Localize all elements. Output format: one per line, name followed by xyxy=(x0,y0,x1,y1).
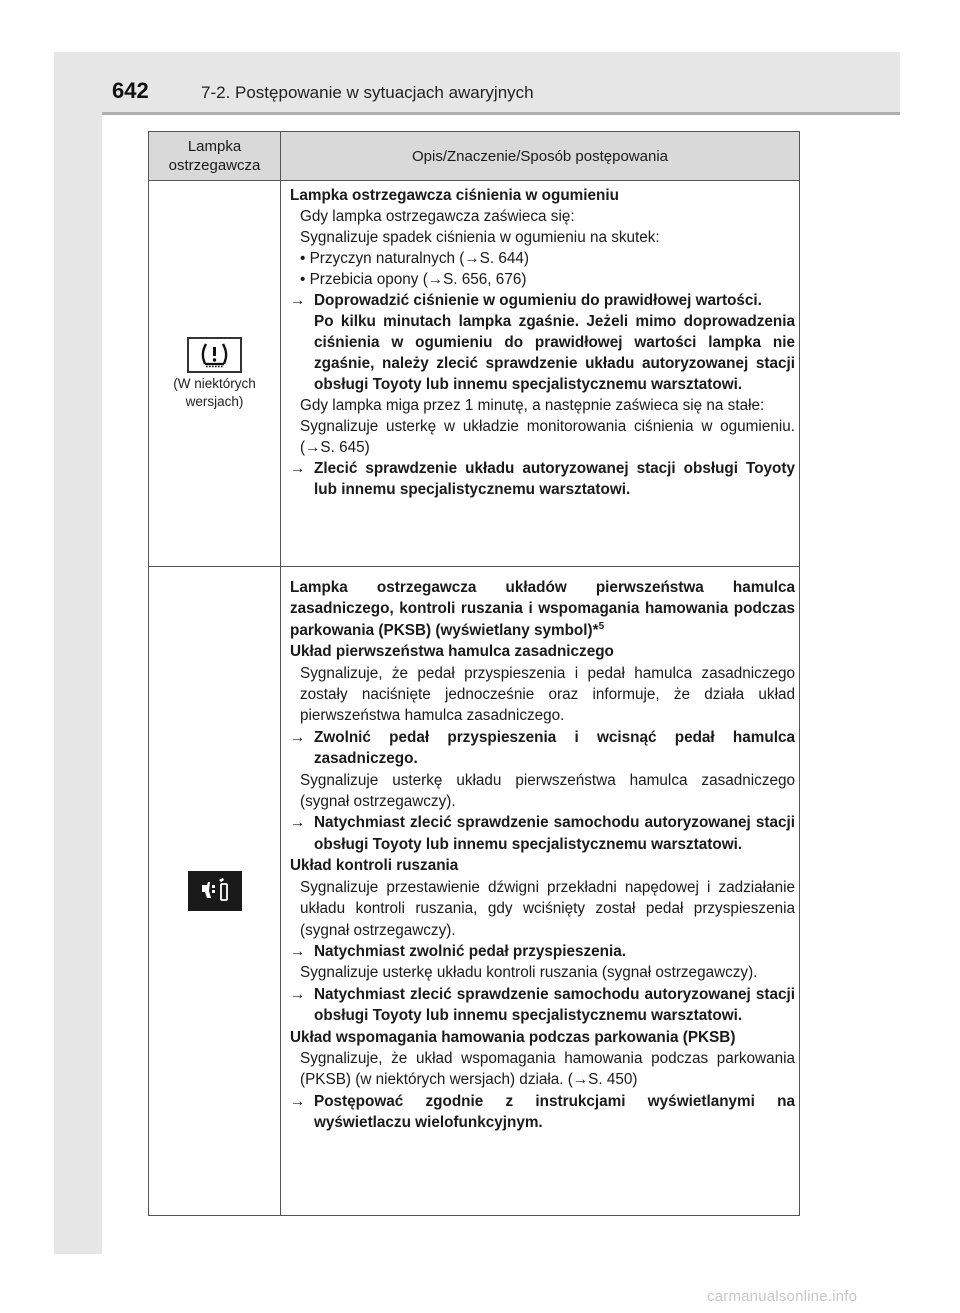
action-item xyxy=(290,984,795,1027)
action-text: Natychmiast zlecić sprawdzenie samochodu autoryzowanej stacji obsługi Toyoty lub innemu specjalistycznemu warsztatowi. xyxy=(314,985,795,1025)
action-detail: Po kilku minutach lampka zgaśnie. Jeżeli mimo doprowadzenia ciśnienia w ogumieniu do prawidłowej wartości lampka nie zgaśnie, należy zlecić sprawdzenie układu autoryzowanej stacji obsługi Toyoty lub innemu specjalistycznemu warsztatowi. xyxy=(314,313,795,393)
warning-title-text: Lampka ostrzegawcza układów pierwszeństwa hamulca zasadniczego, kontroli ruszania i wspomagania hamowania podczas parkowania (PKSB) (wyświetlany symbol)* xyxy=(290,579,795,639)
action-item xyxy=(290,812,795,855)
action-text: Natychmiast zwolnić pedał przyspieszenia. xyxy=(314,942,626,960)
action-text: Natychmiast zlecić sprawdzenie samochodu autoryzowanej stacji obsługi Toyoty lub innemu specjalistycznemu warsztatowi. xyxy=(314,814,795,853)
section-text: Sygnalizuje przestawienie dźwigni przekładni napędowej i zadziałanie układu kontroli ruszania, gdy wciśnięty został pedał przyspieszenia (sygnał ostrzegawczy). xyxy=(300,878,795,939)
action-item xyxy=(290,727,795,770)
action-text: Zlecić sprawdzenie układu autoryzowanej stacji obsługi Toyoty lub innemu specjalistycznemu warsztatowi. xyxy=(314,460,795,498)
action-item xyxy=(290,290,795,311)
text-line: Gdy lampka ostrzegawcza zaświeca się: xyxy=(300,208,575,225)
text-line: Sygnalizuje spadek ciśnienia w ogumieniu na skutek: xyxy=(300,229,660,246)
header-rule xyxy=(102,112,900,115)
table-row xyxy=(149,567,800,1216)
section-title: Układ kontroli ruszania xyxy=(290,857,459,875)
section-text: Sygnalizuje usterkę układu pierwszeństwa hamulca zasadniczego (sygnał ostrzegawczy). xyxy=(300,771,795,811)
arrow-icon: → xyxy=(290,942,306,960)
bullet-line: • Przebicia opony (→S. 656, 676) xyxy=(300,271,527,288)
action-item xyxy=(290,941,795,962)
description-cell xyxy=(281,181,800,567)
arrow-icon: → xyxy=(290,814,306,832)
col-header-warning-light: Lampka ostrzegawcza xyxy=(149,132,281,181)
col-header-description: Opis/Znaczenie/Sposób postępowania xyxy=(281,132,800,181)
action-item xyxy=(290,458,795,500)
chapter-title: 7-2. Postępowanie w sytuacjach awaryjnych xyxy=(201,83,534,102)
icon-cell xyxy=(149,567,281,1216)
action-item xyxy=(290,1091,795,1134)
side-band xyxy=(54,52,102,1254)
brake-override-pksb-icon xyxy=(188,871,242,911)
table-header-row xyxy=(149,132,800,181)
section-text: Sygnalizuje, że pedał przyspieszenia i pedał hamulca zasadniczego zostały naciśnięte jednocześnie oraz informuje, że działa układ pierwszeństwa hamulca zasadniczego. xyxy=(300,664,795,725)
section-title: Układ wspomagania hamowania podczas parkowania (PKSB) xyxy=(290,1028,736,1046)
bullet-line: • Przyczyn naturalnych (→S. 644) xyxy=(300,250,529,267)
action-text: Postępować zgodnie z instrukcjami wyświetlanymi na wyświetlaczu wielofunkcyjnym. xyxy=(314,1092,795,1132)
action-text: Zwolnić pedał przyspieszenia i wcisnąć pedał hamulca zasadniczego. xyxy=(314,728,795,768)
arrow-icon: → xyxy=(290,1092,306,1110)
description-cell xyxy=(281,567,800,1216)
text-line: Sygnalizuje usterkę w układzie monitorowania ciśnienia w ogumieniu. (→S. 645) xyxy=(300,418,795,456)
tire-pressure-warning-icon xyxy=(187,337,242,373)
arrow-icon: → xyxy=(290,985,306,1003)
warning-title xyxy=(290,577,795,641)
arrow-icon: → xyxy=(290,460,306,477)
table-row xyxy=(149,181,800,567)
arrow-icon: → xyxy=(290,292,306,309)
section-text: Sygnalizuje, że układ wspomagania hamowania podczas parkowania (PKSB) (w niektórych wersjach) działa. (→S. 450) xyxy=(300,1049,795,1089)
warning-title: Lampka ostrzegawcza ciśnienia w ogumieniu xyxy=(290,187,619,204)
section-title: Układ pierwszeństwa hamulca zasadniczego xyxy=(290,643,614,661)
arrow-icon: → xyxy=(290,728,306,746)
icon-note: (W niektórych wersjach) xyxy=(173,375,256,409)
section-text: Sygnalizuje usterkę układu kontroli ruszania (sygnał ostrzegawczy). xyxy=(300,964,758,982)
footnote-marker: 5 xyxy=(598,620,605,632)
watermark: carmanualsonline.info xyxy=(707,1288,858,1305)
warning-lights-table xyxy=(148,131,800,1216)
icon-cell xyxy=(149,181,281,567)
action-text: Doprowadzić ciśnienie w ogumieniu do prawidłowej wartości. xyxy=(314,292,762,309)
page-number: 642 xyxy=(112,78,149,103)
text-line: Gdy lampka miga przez 1 minutę, a następnie zaświeca się na stałe: xyxy=(300,397,765,414)
page-header xyxy=(102,52,900,112)
